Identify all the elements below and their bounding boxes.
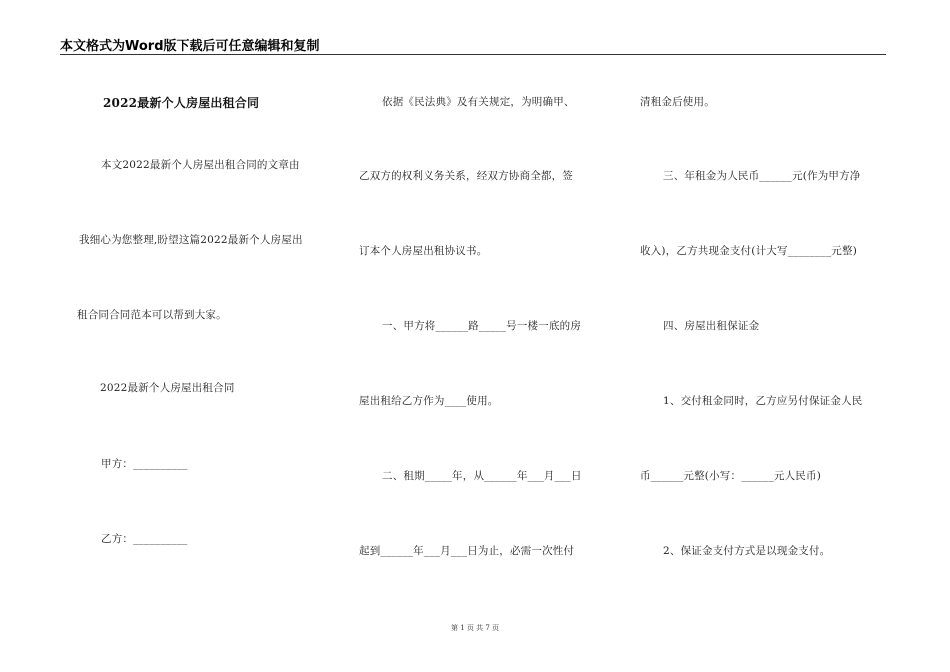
paragraph-line: 屋出租给乙方作为____使用。: [359, 395, 499, 407]
paragraph-line: 1、交付租金同时，乙方应另付保证金人民: [663, 395, 863, 407]
clause-3-line: 三、年租金为人民币______元(作为甲方净: [663, 170, 861, 182]
paragraph-line: 币______元整(小写：______元人民币): [640, 470, 821, 482]
paragraph-line: 收入)，乙方共现金支付(计大写________元整): [640, 245, 857, 257]
paragraph-line: 我细心为您整理,盼望这篇2022最新个人房屋出: [79, 234, 303, 246]
document-title: 2022最新个人房屋出租合同: [103, 96, 260, 110]
paragraph-line: 清租金后使用。: [640, 96, 715, 108]
clause-1-line: 一、甲方将______路_____号一楼一底的房: [382, 320, 582, 332]
header-text: 本文格式为Word版下载后可任意编辑和复制: [60, 39, 320, 54]
paragraph-line: 订本个人房屋出租协议书。: [359, 245, 488, 257]
paragraph-line: 依据《民法典》及有关规定，为明确甲、: [382, 96, 575, 108]
paragraph-line: 乙双方的权利义务关系，经双方协商全都，签: [359, 170, 573, 182]
column-3: [640, 0, 890, 672]
clause-4-heading: 四、房屋出租保证金: [663, 320, 760, 332]
clause-2-line: 二、租期_____年，从______年___月___日: [382, 470, 582, 482]
paragraph-line: 2、保证金支付方式是以现金支付。: [663, 545, 831, 557]
paragraph-line: 本文2022最新个人房屋出租合同的文章由: [101, 159, 300, 171]
paragraph-line: 租合同合同范本可以帮到大家。: [77, 309, 227, 321]
subtitle-line: 2022最新个人房屋出租合同: [100, 382, 235, 394]
column-1: [72, 0, 330, 672]
column-2: [357, 0, 619, 672]
party-a-line: 甲方：__________: [101, 458, 188, 470]
party-b-line: 乙方：__________: [101, 533, 188, 545]
page-footer: 第 1 页 共 7 页: [450, 624, 500, 632]
paragraph-line: 起到______年___月___日为止，必需一次性付: [359, 545, 575, 557]
